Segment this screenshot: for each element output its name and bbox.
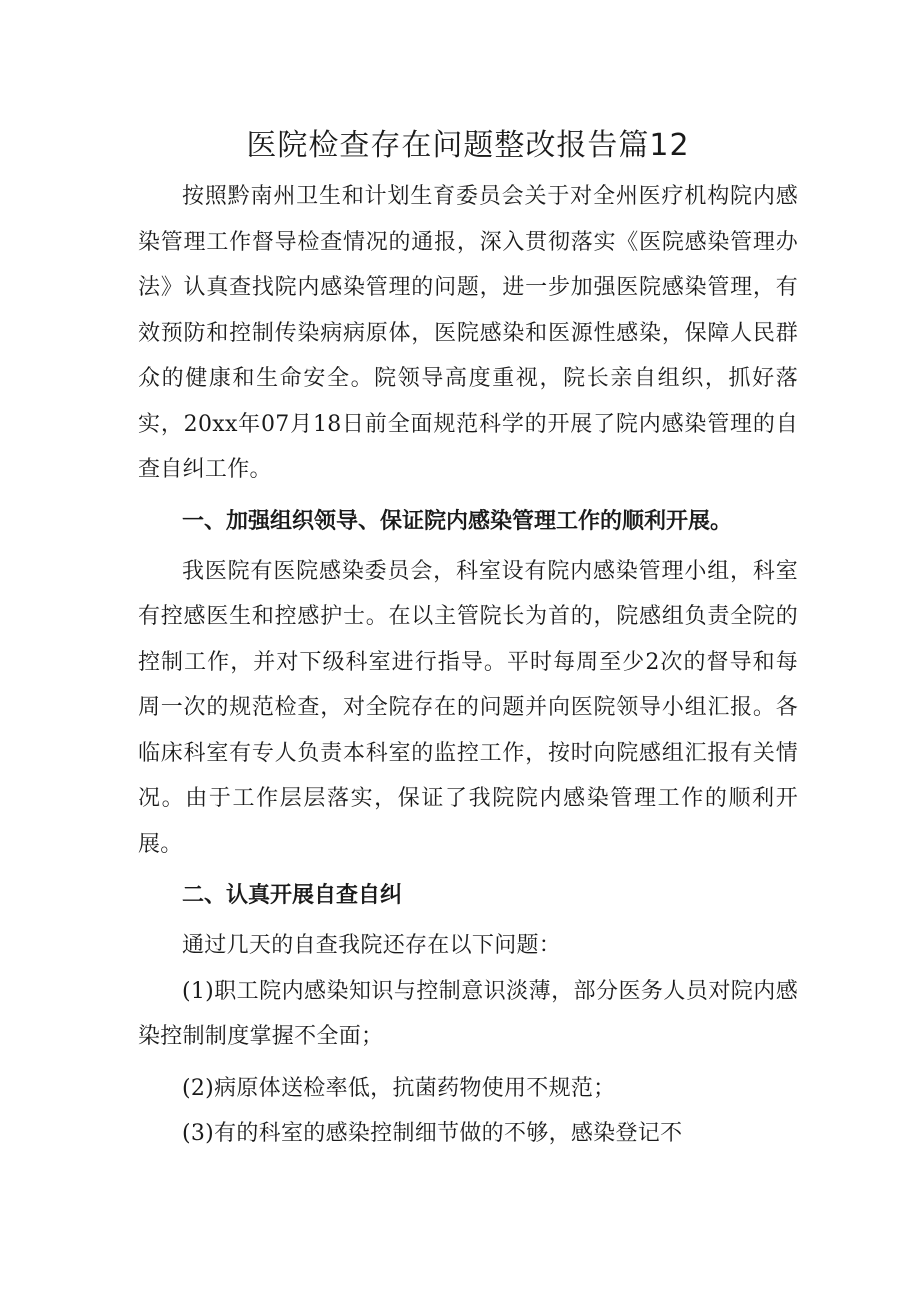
list-item-1: (1)职工院内感染知识与控制意识淡薄，部分医务人员对院内感染控制制度掌握不全面；: [138, 978, 798, 1049]
intro-paragraph: 按照黔南州卫生和计划生育委员会关于对全州医疗机构院内感染管理工作督导检查情况的通报，深入贯彻落实《医院感染管理办法》认真查找院内感染管理的问题，进一步加强医院感染管理，有效预防和控制传染病病原体，医院感染和医源性感染，保障人民群众的健康和生命安全。院领导高度重视，院长亲自组织，抓好落实，20xx年07月18日前全面规范科学的开展了院内感染管理的自查自纠工作。: [138, 184, 798, 482]
list-item-3: (3)有的科室的感染控制细节做的不够，感染登记不: [182, 1121, 683, 1146]
list-item-2: (2)病原体送检率低，抗菌药物使用不规范；: [182, 1075, 616, 1101]
document-page: [138, 124, 798, 1157]
section-2-heading: 二、认真开展自查自纠: [182, 883, 403, 908]
section-1-heading: 一、加强组织领导、保证院内感染管理工作的顺利开展。: [182, 508, 733, 534]
section-1-paragraph: 我医院有医院感染委员会，科室设有院内感染管理小组，科室有控感医生和控感护士。在以主管院长为首的，院感组负责全院的控制工作，并对下级科室进行指导。平时每周至少2次的督导和每周一次的规范检查，对全院存在的问题并向医院领导小组汇报。各临床科室有专人负责本科室的监控工作，按时向院感组汇报有关情况。由于工作层层落实，保证了我院院内感染管理工作的顺利开展。: [138, 558, 798, 857]
document-title: 医院检查存在问题整改报告篇12: [246, 128, 690, 163]
section-2-intro: 通过几天的自查我院还存在以下问题：: [182, 933, 562, 958]
